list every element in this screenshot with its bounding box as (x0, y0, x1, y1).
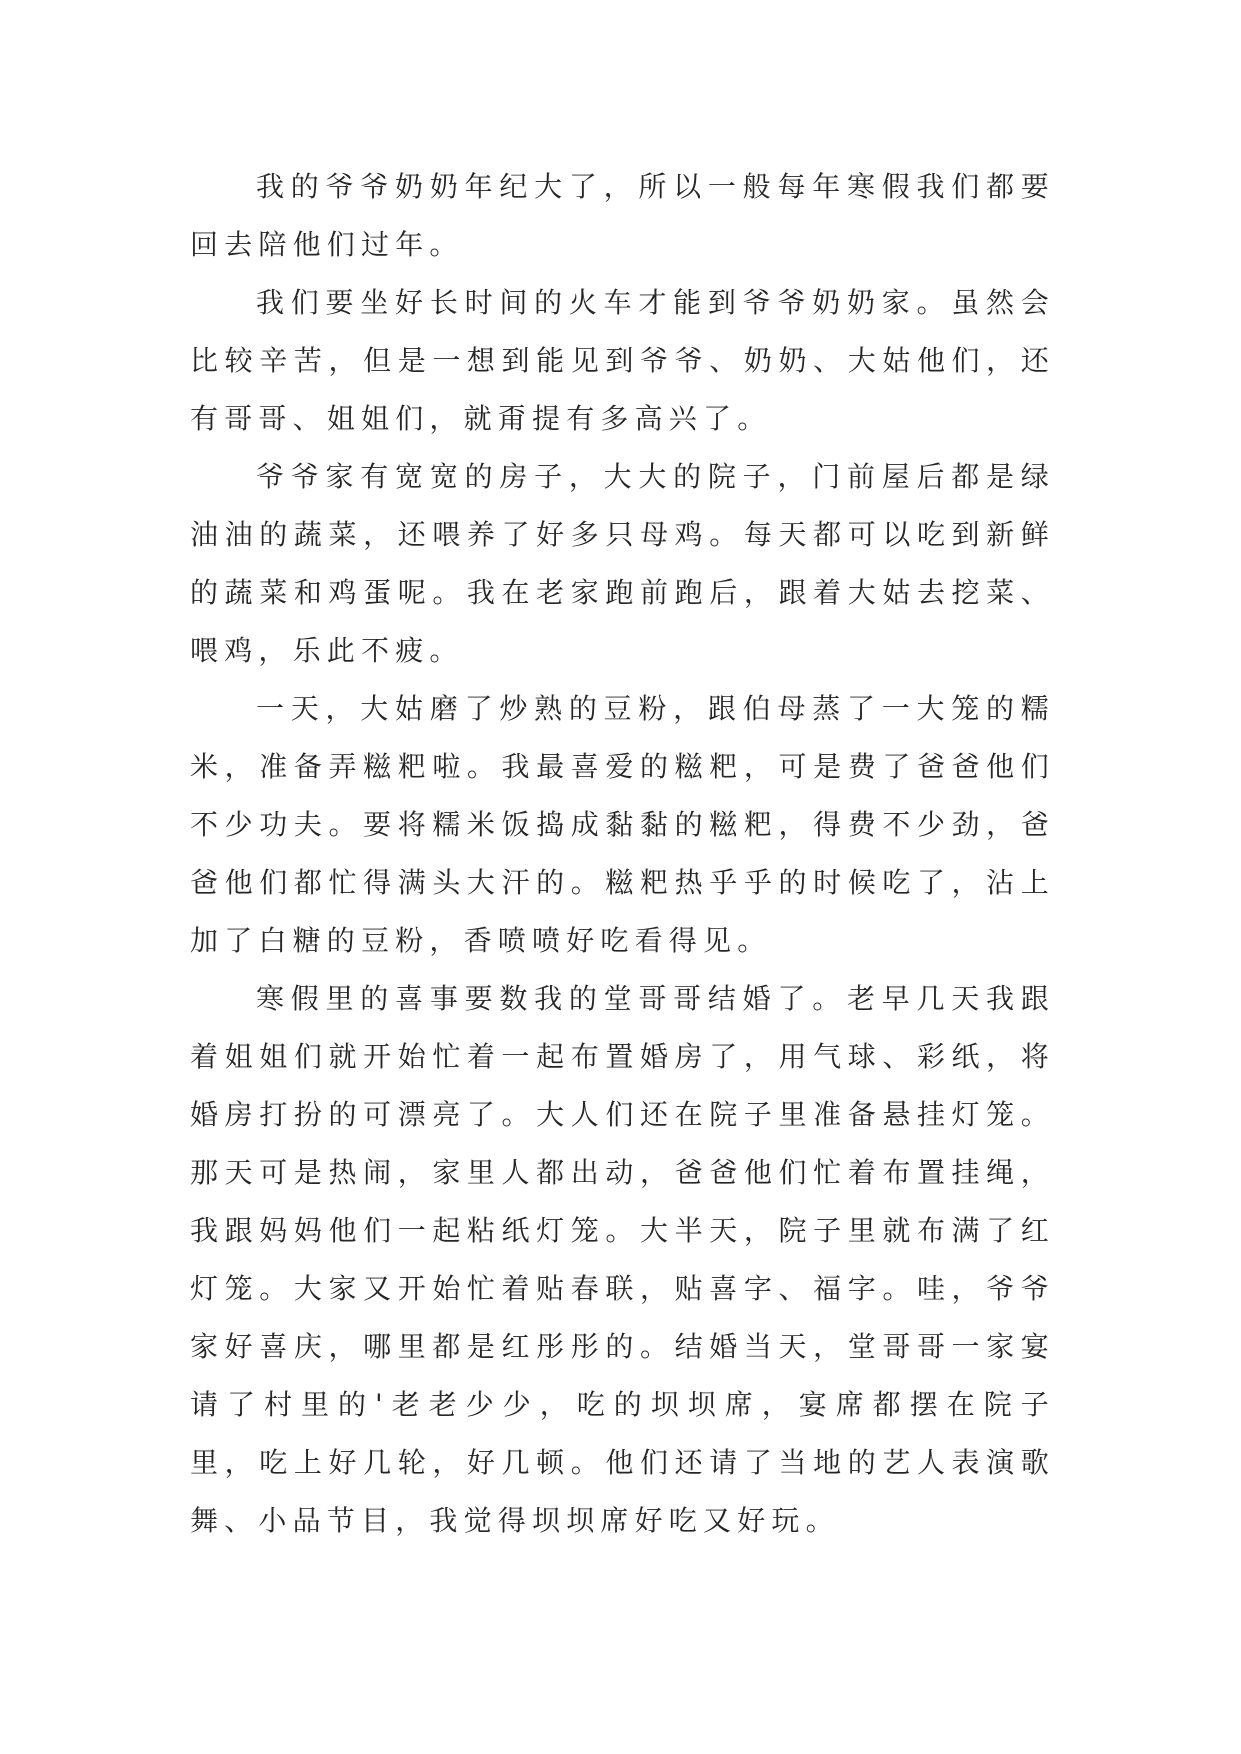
paragraph-2: 我们要坐好长时间的火车才能到爷爷奶奶家。虽然会比较辛苦，但是一想到能见到爷爷、奶奶、大姑他们，还有哥哥、姐姐们，就甭提有多高兴了。 (190, 286, 1055, 435)
paragraph-1: 我的爷爷奶奶年纪大了，所以一般每年寒假我们都要回去陪他们过年。 (190, 170, 1055, 261)
paragraph-3: 爷爷家有宽宽的房子，大大的院子，门前屋后都是绿油油的蔬菜，还喂养了好多只母鸡。每天都可以吃到新鲜的蔬菜和鸡蛋呢。我在老家跑前跑后，跟着大姑去挖菜、喂鸡，乐此不疲。 (190, 460, 1055, 667)
document-body (190, 158, 1055, 1550)
paragraph-5: 寒假里的喜事要数我的堂哥哥结婚了。老早几天我跟着姐姐们就开始忙着一起布置婚房了，用气球、彩纸，将婚房打扮的可漂亮了。大人们还在院子里准备悬挂灯笼。那天可是热闹，家里人都出动，爸爸他们忙着布置挂绳，我跟妈妈他们一起粘纸灯笼。大半天，院子里就布满了红灯笼。大家又开始忙着贴春联，贴喜字、福字。哇，爷爷家好喜庆，哪里都是红彤彤的。结婚当天，堂哥哥一家宴请了村里的'老老少少，吃的坝坝席，宴席都摆在院子里，吃上好几轮，好几顿。他们还请了当地的艺人表演歌舞、小品节目，我觉得坝坝席好吃又好玩。 (190, 982, 1055, 1537)
paragraph-4: 一天，大姑磨了炒熟的豆粉，跟伯母蒸了一大笼的糯米，准备弄糍粑啦。我最喜爱的糍粑，可是费了爸爸他们不少功夫。要将糯米饭捣成黏黏的糍粑，得费不少劲，爸爸他们都忙得满头大汗的。糍粑热乎乎的时候吃了，沾上加了白糖的豆粉，香喷喷好吃看得见。 (190, 692, 1055, 957)
